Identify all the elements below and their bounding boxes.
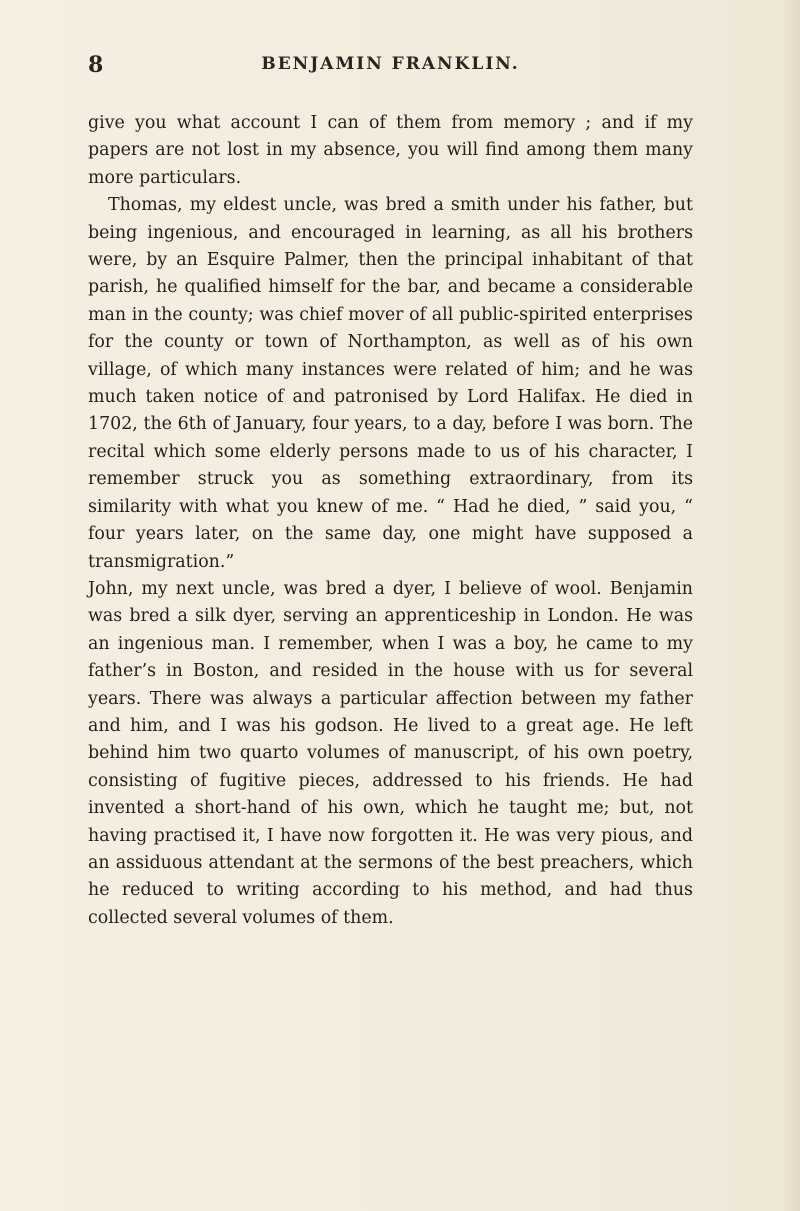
body-text xyxy=(88,110,693,932)
running-head xyxy=(88,52,693,82)
paragraph-continuation: give you what account I can of them from memory ; and if my papers are not lost in my absence, you will find among them many more particulars. xyxy=(88,113,693,188)
running-title: BENJAMIN FRANKLIN. xyxy=(261,54,520,74)
paragraph-john: John, my next uncle, was bred a dyer, I believe of wool. Benjamin was bred a silk dyer, serving an apprenticeship in London. He was an ingenious man. I remember, when I was a boy, he came to my father’s in Boston, and resided in the house with us for several years. There was always a particular affection between my father and him, and I was his godson. He lived to a great age. He left behind him two quarto volumes of manuscript, of his own poetry, consisting of fugitive pieces, addressed to his friends. He had invented a short-hand of his own, which he taught me; but, not having practised it, I have now forgotten it. He was very pious, and an assiduous attendant at the sermons of the best preachers, which he reduced to writing according to his method, and had thus collected several volumes of them. xyxy=(88,578,693,928)
paragraph-thomas: Thomas, my eldest uncle, was bred a smith under his father, but being ingenious, and encouraged in learning, as all his brothers were, by an Esquire Palmer, then the principal inhabitant of that parish, he qualified himself for the bar, and became a considerable man in the county; was chief mover of all public-spirited enterprises for the county or town of Northampton, as well as of his own village, of which many instances were related of him; and he was much taken notice of and patronised by Lord Halifax. He died in 1702, the 6th of January, four years, to a day, before I was born. The recital which some elderly persons made to us of his character, I remember struck you as something extraordinary, from its similarity with what you knew of me. “ Had he died, ” said you, “ four years later, on the same day, one might have supposed a transmigration.” xyxy=(88,195,693,572)
page-number: 8 xyxy=(88,52,104,78)
page-edge-shadow xyxy=(782,0,800,1211)
